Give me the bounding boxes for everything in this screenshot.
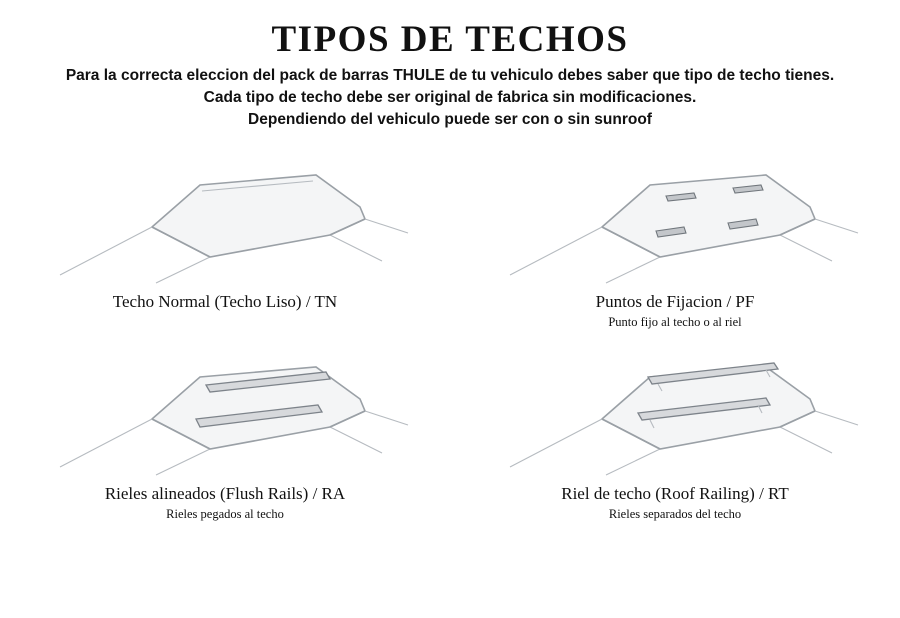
roof-type-caption: Rieles alineados (Flush Rails) / RA [104, 484, 346, 503]
roof-type-card-rt [450, 341, 900, 533]
page-title: TIPOS DE TECHOS [271, 19, 629, 60]
car-roof-railing-icon [480, 341, 870, 476]
intro-line-3: Dependiendo del vehiculo puede ser con o sin sunroof [248, 111, 652, 128]
roof-type-card-pf [450, 149, 900, 341]
roof-type-subcaption: Rieles pegados al techo [166, 507, 284, 521]
roof-types-infographic [0, 18, 900, 618]
roof-type-caption: Techo Normal (Techo Liso) / TN [112, 292, 338, 311]
roof-type-card-tn [0, 149, 450, 341]
intro-text [0, 65, 900, 131]
roof-type-card-ra [0, 341, 450, 533]
roof-type-subcaption: Rieles separados del techo [608, 507, 742, 521]
intro-line-1: Para la correcta eleccion del pack de barras THULE de tu vehiculo debes saber que tipo de techo tienes. [65, 67, 835, 84]
roof-types-grid [0, 149, 900, 533]
intro-line-2: Cada tipo de techo debe ser original de fabrica sin modificaciones. [203, 89, 697, 106]
roof-type-caption: Puntos de Fijacion / PF [595, 292, 755, 311]
car-roof-fixpoints-icon [480, 149, 870, 284]
roof-type-subcaption: Punto fijo al techo o al riel [608, 315, 742, 329]
car-roof-flush-rails-icon [30, 341, 420, 476]
car-roof-plain-icon [30, 149, 420, 284]
roof-type-caption: Riel de techo (Roof Railing) / RT [561, 484, 789, 503]
